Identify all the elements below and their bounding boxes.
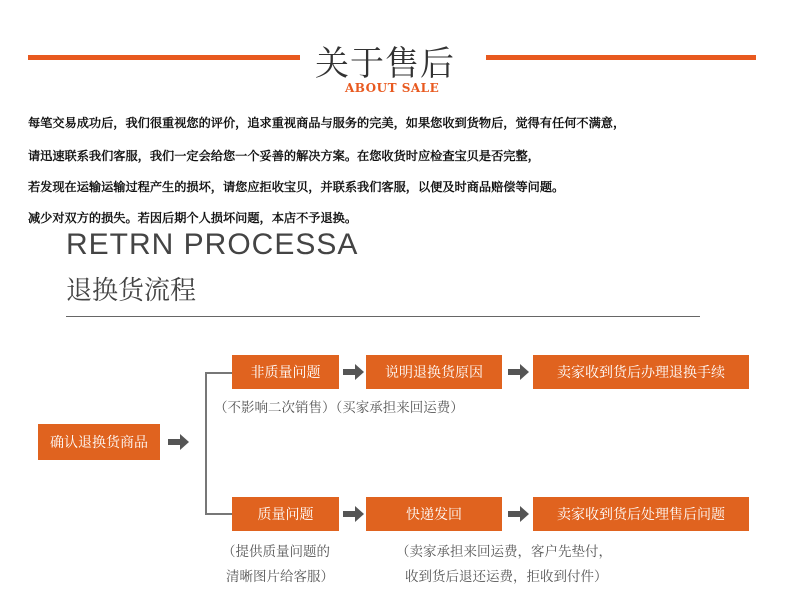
top-step-3-label: 卖家收到货后办理退换手续 (557, 365, 725, 381)
header-line-left (28, 55, 300, 60)
start-box (38, 424, 160, 460)
bottom-step-2-label: 快递发回 (406, 507, 462, 523)
intro-line-1: 每笔交易成功后，我们很重视您的评价，追求重视商品与服务的完美，如果您收到货物后，觉得有任何不满意， (28, 116, 626, 130)
bottom-step-2-box (366, 497, 502, 531)
bottom-note-left-1: （提供质量问题的 (222, 544, 330, 560)
intro-line-3: 若发现在运输运输过程产生的损坏，请您应拒收宝贝，并联系我们客服，以便及时商品赔偿等问题。 (28, 180, 565, 194)
connector-bottom (205, 513, 232, 515)
process-divider (66, 316, 700, 317)
process-title-en: RETRN PROCESSA (66, 228, 359, 261)
bottom-step-3-label: 卖家收到货后处理售后问题 (557, 507, 725, 523)
top-step-2-box (366, 355, 502, 389)
top-step-2-label: 说明退换货原因 (385, 365, 483, 381)
right-arrow-icon (343, 363, 365, 381)
connector-top (205, 372, 232, 374)
bottom-step-3-box (533, 497, 749, 531)
bottom-step-1-box (232, 497, 339, 531)
start-box-label: 确认退换货商品 (50, 435, 148, 451)
page-title: 关于售后 (315, 44, 455, 84)
intro-line-2: 请迅速联系我们客服，我们一定会给您一个妥善的解决方案。在您收货时应检查宝贝是否完整， (28, 149, 540, 163)
intro-line-4: 减少对双方的损失。若因后期个人损坏问题，本店不予退换。 (28, 211, 358, 225)
top-step-1-box (232, 355, 339, 389)
right-arrow-icon (508, 363, 530, 381)
bottom-note-left-2: 清晰图片给客服） (226, 569, 334, 585)
top-note: （不影响二次销售）（买家承担来回运费） (214, 400, 464, 416)
top-step-3-box (533, 355, 749, 389)
bottom-step-1-label: 质量问题 (257, 507, 314, 523)
bottom-note-right-2: 收到货后退还运费，拒收到付件） (405, 569, 608, 585)
page-subtitle: ABOUT SALE (345, 81, 440, 95)
connector-vertical (205, 372, 207, 515)
process-title-cn: 退换货流程 (66, 276, 197, 306)
header-line-right (486, 55, 756, 60)
right-arrow-icon (168, 433, 190, 451)
right-arrow-icon (508, 505, 530, 523)
bottom-note-right-1: （卖家承担来回运费，客户先垫付， (396, 544, 612, 560)
top-step-1-label: 非质量问题 (250, 365, 321, 381)
right-arrow-icon (343, 505, 365, 523)
